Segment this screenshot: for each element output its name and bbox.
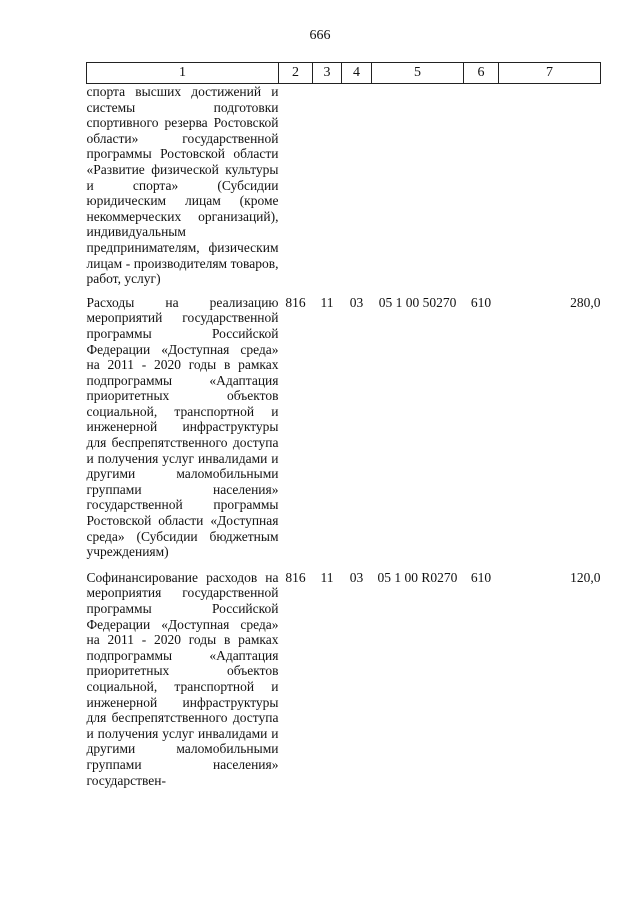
row-description: спорта высших достижений и системы подготовки спортивного резерва Ростовской области» государственной программы Ростовской области «Развитие физической культуры и спорта» (Субсидии юридическим лицам (кроме некоммерческих организаций), индивидуальным предпринимателям, физическим лицам - производителям товаров, работ, услуг) — [86, 84, 279, 287]
row-target-article — [372, 84, 464, 295]
row-amount: 120,0 — [570, 569, 601, 585]
table-row — [87, 295, 601, 570]
row-description: Расходы на реализацию мероприятий государственной программы Российской Федерации «Доступная среда» на 2011 - 2020 годы в рамках подпрограммы «Адаптация приоритетных объектов социальной, транспортной и инженерной инфраструктуры для беспрепятственного доступа и получения услуг инвалидами и другими маломобильными группами населения» государственной программы Ростовской области «Доступная среда» (Субсидии бюджетным учреждениям) — [86, 294, 279, 560]
row-expense-type: 610 — [470, 569, 492, 585]
table-body — [87, 84, 601, 799]
row-ministry — [279, 84, 313, 295]
row-section: 11 — [320, 569, 334, 585]
row-description: Софинансирование расходов на мероприятия государственной программы Российской Федерации «Доступная среда» на 2011 - 2020 годы в рамках подпрограммы «Адаптация приоритетных объектов социальной, транспортной и инженерной инфраструктуры для беспрепятственного доступа и получения услуг инвалидами и другими маломобильными группами населения» государствен- — [86, 569, 279, 788]
header-col-7: 7 — [499, 63, 601, 84]
row-subsection — [342, 84, 372, 295]
header-col-1: 1 — [87, 63, 279, 84]
table-row — [87, 84, 601, 295]
header-col-5: 5 — [372, 63, 464, 84]
header-col-6: 6 — [464, 63, 499, 84]
row-amount — [499, 84, 601, 295]
row-expense-type — [464, 84, 499, 295]
row-amount: 280,0 — [570, 294, 601, 310]
budget-table — [86, 62, 601, 798]
row-section — [313, 84, 342, 295]
table-header — [87, 63, 601, 84]
header-col-3: 3 — [313, 63, 342, 84]
row-ministry: 816 — [285, 569, 306, 585]
row-ministry: 816 — [285, 294, 306, 310]
row-expense-type: 610 — [470, 294, 492, 310]
row-subsection: 03 — [349, 569, 364, 585]
table-row — [87, 570, 601, 798]
header-row — [87, 63, 601, 84]
row-subsection: 03 — [349, 294, 364, 310]
header-col-4: 4 — [342, 63, 372, 84]
header-col-2: 2 — [279, 63, 313, 84]
row-target-article: 05 1 00 R0270 — [377, 569, 458, 585]
row-section: 11 — [320, 294, 334, 310]
page-number: 666 — [309, 28, 331, 43]
row-target-article: 05 1 00 50270 — [378, 294, 457, 310]
